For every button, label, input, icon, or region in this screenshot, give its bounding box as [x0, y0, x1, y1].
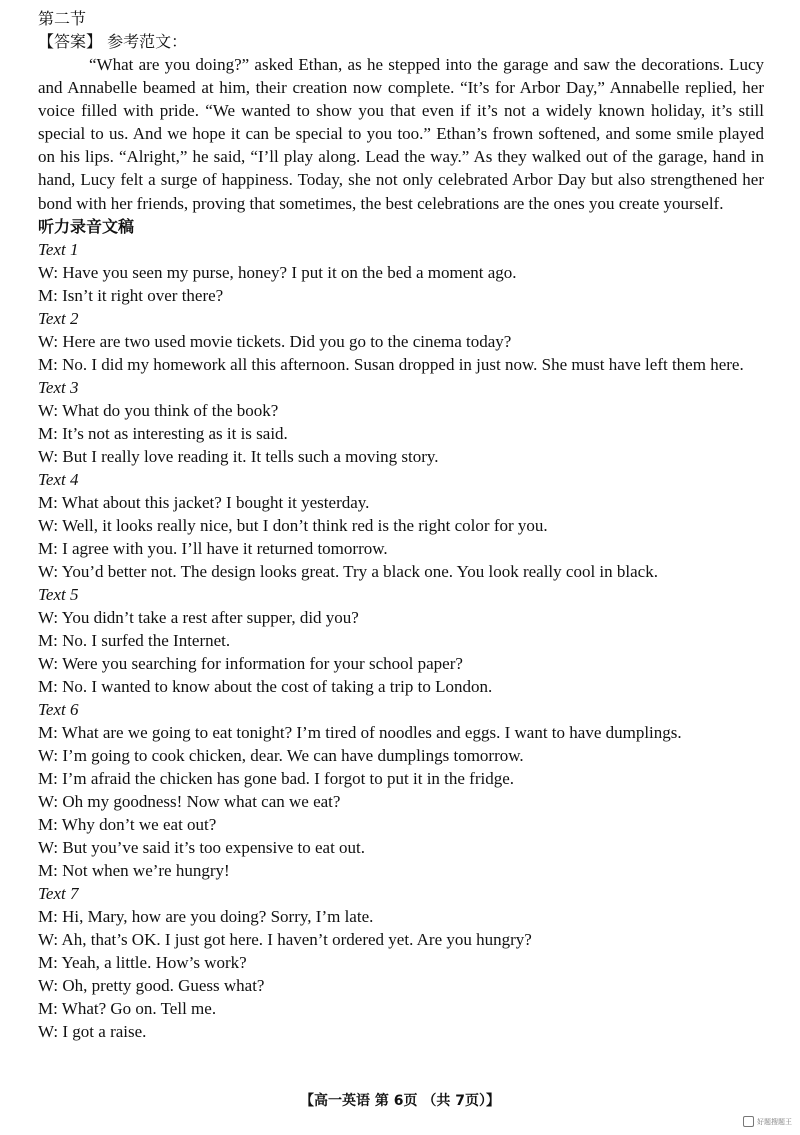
transcript-block [38, 307, 764, 376]
dialogue-line: W: Oh my goodness! Now what can we eat? [38, 791, 341, 811]
dialogue-line: W: But you’ve said it’s too expensive to eat out. [38, 837, 366, 857]
dialogue-line: W: I’m going to cook chicken, dear. We can have dumplings tomorrow. [38, 745, 524, 765]
text-label: Text 5 [38, 584, 79, 604]
dialogue-line: M: No. I did my homework all this afternoon. Susan dropped in just now. She must have left them here. [38, 354, 744, 374]
text-label: Text 4 [38, 469, 79, 489]
dialogue-line: W: But I really love reading it. It tells such a moving story. [38, 446, 439, 466]
dialogue-line: W: I got a raise. [38, 1021, 147, 1041]
dialogue-line: M: Hi, Mary, how are you doing? Sorry, I’m late. [38, 906, 374, 926]
transcript [38, 238, 764, 1043]
watermark-text: 好题搜题王 [757, 1117, 792, 1126]
dialogue-line: M: Isn’t it right over there? [38, 285, 224, 305]
transcript-heading: 听力录音文稿 [38, 216, 135, 236]
text-label: Text 1 [38, 239, 79, 259]
page-footer: 【高一英语 第 6页 （共 7页）】 [300, 1093, 500, 1109]
dialogue-line: M: No. I surfed the Internet. [38, 630, 231, 650]
dialogue-line: M: I’m afraid the chicken has gone bad. I forgot to put it in the fridge. [38, 768, 515, 788]
watermark-logo-icon [743, 1116, 754, 1127]
dialogue-line: W: What do you think of the book? [38, 400, 279, 420]
text-label: Text 2 [38, 308, 79, 328]
dialogue-line: M: No. I wanted to know about the cost of taking a trip to London. [38, 676, 493, 696]
transcript-block [38, 882, 764, 1043]
dialogue-line: M: What are we going to eat tonight? I’m tired of noodles and eggs. I want to have dumplings. [38, 722, 682, 742]
text-label: Text 6 [38, 699, 79, 719]
dialogue-line: W: Ah, that’s OK. I just got here. I haven’t ordered yet. Are you hungry? [38, 929, 532, 949]
dialogue-line: W: Have you seen my purse, honey? I put it on the bed a moment ago. [38, 262, 517, 282]
answer-heading: 【答案】 参考范文： [38, 32, 188, 51]
dialogue-line: W: Here are two used movie tickets. Did you go to the cinema today? [38, 331, 512, 351]
text-label: Text 7 [38, 883, 79, 903]
section-title: 第二节 [38, 9, 87, 28]
dialogue-line: W: Well, it looks really nice, but I don’t think red is the right color for you. [38, 515, 548, 535]
dialogue-line: M: I agree with you. I’ll have it returned tomorrow. [38, 538, 388, 558]
text-label: Text 3 [38, 377, 79, 397]
transcript-block [38, 583, 764, 698]
dialogue-line: M: Not when we’re hungry! [38, 860, 230, 880]
dialogue-line: M: Yeah, a little. How’s work? [38, 952, 247, 972]
transcript-block [38, 468, 764, 583]
dialogue-line: M: What about this jacket? I bought it yesterday. [38, 492, 370, 512]
dialogue-line: W: Oh, pretty good. Guess what? [38, 975, 265, 995]
dialogue-line: W: Were you searching for information for your school paper? [38, 653, 463, 673]
watermark [743, 1116, 792, 1127]
dialogue-line: M: It’s not as interesting as it is said. [38, 423, 288, 443]
document-page [38, 8, 764, 1043]
transcript-block [38, 376, 764, 468]
transcript-block [38, 238, 764, 307]
dialogue-line: W: You’d better not. The design looks great. Try a black one. You look really cool in black. [38, 561, 658, 581]
model-essay: “What are you doing?” asked Ethan, as he stepped into the garage and saw the decorations. Lucy and Annabelle beamed at him, their creation now complete. “It’s for Arbor Day,” Annabelle replied, her voice filled with pride. “We wanted to show you that even if it’s not a widely known holiday, it’s still special to us. And we hope it can be special to you too.” Ethan’s frown softened, and some smile played on his lips. “Alright,” he said, “I’ll play along. Lead the way.” As they walked out of the garage, hand in hand, Lucy felt a surge of happiness. Today, she not only celebrated Arbor Day but also strengthened her bond with her friends, proving that sometimes, the best celebrations are the ones you create yourself. [38, 55, 764, 213]
dialogue-line: W: You didn’t take a rest after supper, did you? [38, 607, 359, 627]
dialogue-line: M: Why don’t we eat out? [38, 814, 217, 834]
dialogue-line: M: What? Go on. Tell me. [38, 998, 217, 1018]
transcript-block [38, 698, 764, 882]
